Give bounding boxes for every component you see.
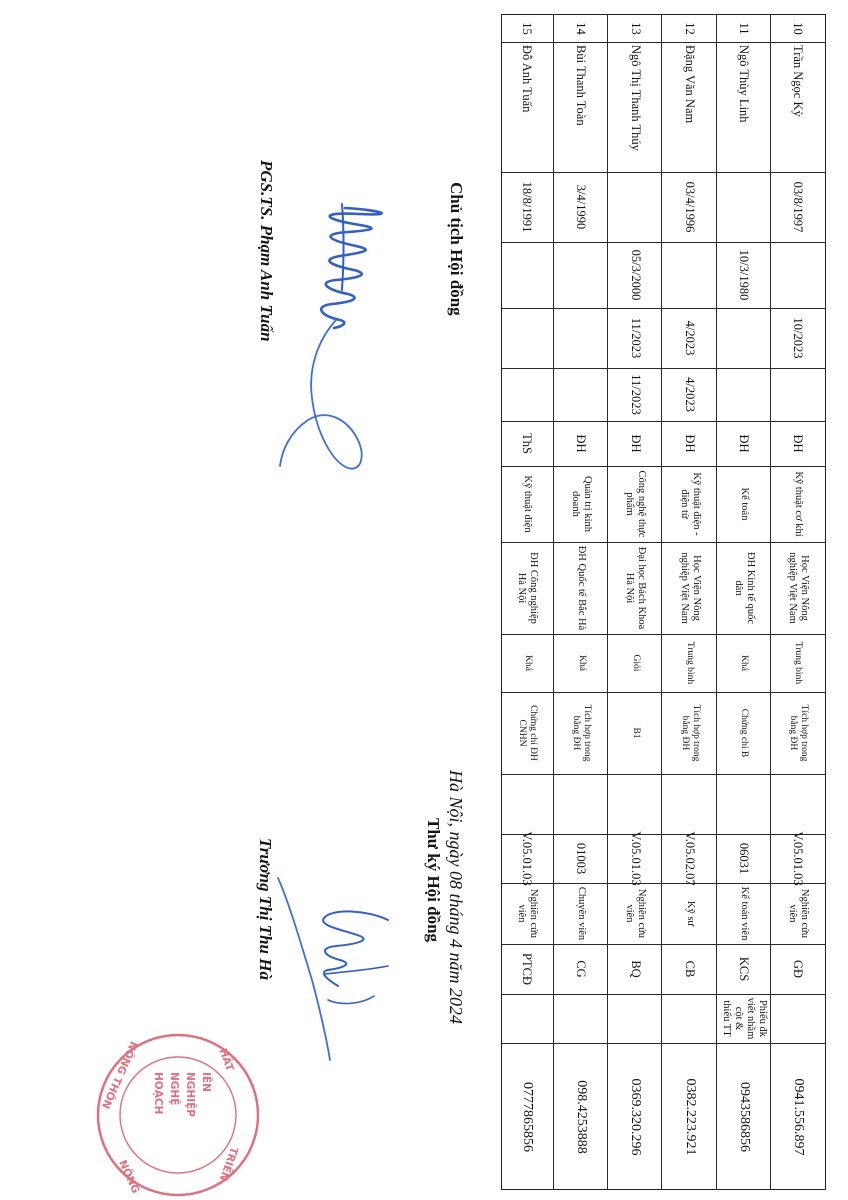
table-cell-unit: CB [682,960,697,978]
table-cell-unit: GĐ [791,959,806,979]
table-cell-start [554,308,608,368]
table-cell-no: 12 [682,22,697,35]
table-cell-code: 06031 [736,842,751,875]
svg-text:NÔNG THÔN: NÔNG THÔN [99,1039,140,1111]
table-cell-school: Học Viện Nông nghiệp Việt Nam [786,552,810,624]
table-cell-title: Kế toán viên [738,886,750,941]
table-cell-cert: B1 [630,727,641,739]
table-cell-title: Nghiên cứu viên [516,888,540,939]
table-cell-title: Nghiên cứu viên [786,888,810,939]
table-cell-cert: Chứng chỉ B [739,708,750,758]
chair-title: Chủ tịch Hội đồng [447,182,466,316]
table-cell-start: 4/2023 [682,320,697,356]
table-cell-name: Bùi Thanh Toàn [574,45,589,126]
table-cell-unit: BQ [628,960,643,978]
table-cell-name: Trần Ngọc Kỳ [791,45,806,117]
table-cell-unit: CG [574,960,589,978]
table-cell-dob_male: 03/4/1996 [682,181,697,233]
table-cell-extra [717,774,771,834]
table-cell-school: ĐH Quốc tế Bắc Hà [576,545,588,631]
table-cell-rank: Trung bình [793,641,804,685]
official-stamp-icon [93,1030,263,1200]
table-cell-no: 15 [520,22,535,35]
secretary-name: Trương Thị Thu Hà [256,838,275,980]
table-cell-rank: Trung bình [685,641,696,685]
table-cell-code: 01003 [574,842,589,875]
table-cell-degree: ĐH [628,434,643,453]
table-cell-start [500,308,554,368]
table-cell-school: Học Viện Nông nghiệp Việt Nam [678,552,702,624]
table-cell-dob_male: 3/4/1990 [574,184,589,230]
table-cell-title: Kỹ sư [684,900,696,927]
svg-text:NGHỆ: NGHỆ [168,1072,180,1106]
table-cell-phone: 0369.320.296 [628,1078,644,1156]
table-cell-title: Nghiên cứu viên [624,888,648,939]
table-cell-note [608,994,662,1043]
table-cell-dob_female: 05/3/2000 [628,249,643,301]
table-cell-no: 10 [791,22,806,35]
table-cell-dob_female [663,242,717,308]
table-cell-phone: 098.4253888 [574,1080,590,1154]
table-cell-rank: Khá [522,655,533,671]
table-cell-dob_male [717,172,771,242]
table-cell-degree: ĐH [682,434,697,453]
table-cell-cert: Chứng chỉ ĐH CNHN [517,705,539,761]
table-cell-code: V.05.01.03 [520,831,535,886]
table-cell-dob_male [608,172,662,242]
table-cell-end: 4/2023 [682,377,697,412]
table-cell-major: Công nghệ thực phẩm [624,470,648,538]
table-cell-note [554,994,608,1043]
table-cell-unit: PTCĐ [520,953,535,985]
table-cell-rank: Khá [739,655,750,671]
table-cell-degree: ThS [520,433,535,454]
secretary-title: Thư ký Hội đồng [424,818,443,943]
table-cell-dob_male: 03/8/1997 [791,181,806,233]
table-cell-school: ĐH Công nghiệp Hà Nội [516,552,540,624]
table-cell-start: 10/2023 [791,317,806,359]
table-cell-school: ĐH Kinh tế quốc dân [732,551,756,625]
table-cell-major: Kỹ thuật điện - điện tử [678,472,702,536]
table-cell-major: Quản trị kinh doanh [570,476,594,532]
table-cell-extra [500,774,554,834]
table-cell-extra [608,774,662,834]
table-cell-end [500,368,554,421]
svg-text:HOẠCH: HOẠCH [152,1072,164,1115]
table-cell-note [500,994,554,1043]
table-cell-phone: 0943586856 [736,1082,752,1152]
table-cell-name: Ngô Thị Thanh Thúy [628,45,643,151]
table-cell-extra [663,774,717,834]
table-cell-end [554,368,608,421]
table-cell-phone: 0941.556.897 [790,1078,806,1156]
table-cell-major: Kỹ thuật cơ khí [792,471,804,537]
table-cell-no: 11 [736,22,751,35]
table-cell-rank: Giỏi [630,654,641,672]
table-cell-degree: ĐH [736,434,751,453]
table-cell-no: 13 [628,22,643,35]
table-cell-note: Phiếu đk viết nhầm cột & thiếu TT [720,997,768,1040]
table-cell-cert: Tích hợp trong bằng ĐH [787,704,809,762]
svg-text:HÁT: HÁT [216,1046,236,1073]
table-cell-name: Đỗ Anh Tuấn [520,45,535,113]
table-cell-major: Kỹ thuật điện [522,475,534,533]
date-line: Hà Nội, ngày 08 tháng 4 năm 2024 [446,770,466,1024]
table-cell-code: V.05.01.03 [791,831,806,886]
table-cell-phone: 0382.223.921 [682,1078,698,1156]
table-cell-name: Ngô Thùy Linh [736,45,751,123]
table-cell-phone: 0777865856 [520,1082,536,1152]
table-cell-note [771,994,825,1043]
table-cell-title: Chuyên viên [576,886,588,941]
table-cell-note [663,994,717,1043]
table-cell-code: V.05.01.03 [628,831,643,886]
table-cell-cert: Tích hợp trong bằng ĐH [571,704,593,762]
table-cell-rank: Khá [576,655,587,671]
table-cell-no: 14 [574,22,589,35]
table-cell-dob_female [554,242,608,308]
svg-text:NÔNG: NÔNG [116,1158,142,1196]
table-cell-code: V.05.02.07 [682,831,697,886]
table-cell-end [717,368,771,421]
table-cell-extra [771,774,825,834]
candidate-table [501,14,826,1190]
table-cell-end [771,368,825,421]
table-cell-start [717,308,771,368]
table-cell-name: Đặng Văn Nam [682,45,697,124]
table-cell-degree: ĐH [574,434,589,453]
table-cell-cert: Tích hợp trong bằng ĐH [679,704,701,762]
svg-text:IÊN: IÊN [200,1072,212,1092]
table-cell-dob_male: 18/8/1991 [520,181,535,233]
table-cell-dob_female [500,242,554,308]
table-cell-extra [554,774,608,834]
svg-text:TRIỂN: TRIỂN [216,1145,241,1183]
table-cell-school: Đại học Bách Khoa Hà Nội [624,546,648,630]
chair-name: PGS.TS. Phạm Anh Tuấn [257,160,276,342]
table-cell-degree: ĐH [791,434,806,453]
table-cell-dob_female [771,242,825,308]
table-cell-unit: KCS [736,956,751,982]
table-cell-start: 11/2023 [628,317,643,359]
svg-text:NGHIỆP: NGHIỆP [184,1072,196,1117]
table-cell-dob_female: 10/3/1980 [736,249,751,301]
table-cell-end: 11/2023 [628,374,643,415]
table-cell-major: Kế toán [738,487,750,521]
